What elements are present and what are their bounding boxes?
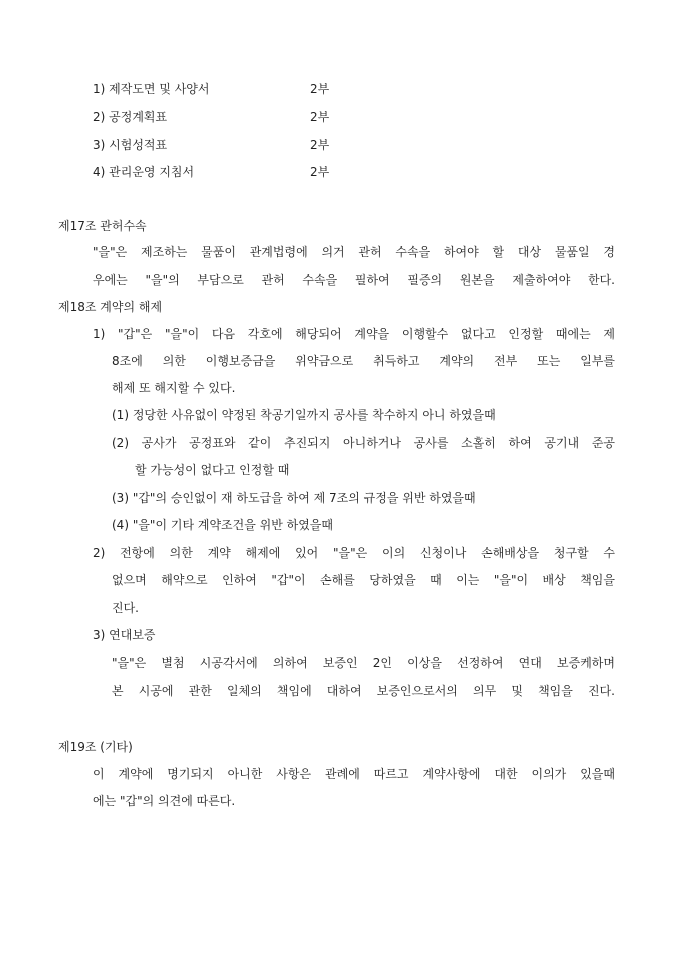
list-item	[93, 108, 353, 124]
clause-line: 2) 전항에 의한 계약 해제에 있어 "을"은 이의 신청이나 손해배상을 청구할 수	[93, 546, 615, 560]
article-heading: 제19조 (기타)	[58, 740, 133, 754]
document-quantity: 2부	[310, 165, 330, 179]
paragraph-line: 에는 "갑"의 의견에 따른다.	[93, 794, 236, 808]
clause-title: 3) 연대보증	[93, 628, 156, 642]
document-quantity: 2부	[310, 138, 330, 152]
list-item	[93, 80, 353, 96]
paragraph-line: "을"은 제조하는 물품이 관계법령에 의거 관허 수속을 하여야 할 대상 물품일 경	[93, 245, 615, 259]
document-quantity: 2부	[310, 110, 330, 124]
list-item	[93, 163, 353, 179]
clause-line: 본 시공에 관한 일체의 책임에 대하여 보증인으로서의 의무 및 책임을 진다.	[112, 684, 615, 698]
document-label: 4) 관리운영 지침서	[93, 165, 195, 179]
document-label: 3) 시험성적표	[93, 138, 168, 152]
article-heading: 제18조 계약의 해제	[58, 300, 163, 314]
clause-line: 해제 또 해지할 수 있다.	[112, 381, 236, 395]
sub-clause: (4) "을"이 기타 계약조건을 위반 하였을때	[112, 518, 333, 532]
clause-line: 진다.	[112, 601, 139, 615]
sub-clause: (3) "갑"의 승인없이 재 하도급을 하여 제 7조의 규정을 위반 하였을때	[112, 491, 476, 505]
list-item	[93, 136, 353, 152]
paragraph-line: 이 계약에 명기되지 아니한 사항은 관례에 따르고 계약사항에 대한 이의가 있을때	[93, 767, 615, 781]
clause-line: 1) "갑"은 "을"이 다음 각호에 해당되어 계약을 이행할수 없다고 인정할 때에는 제	[93, 327, 615, 341]
clause-line: 8조에 의한 이행보증금을 위약금으로 취득하고 계약의 전부 또는 일부를	[112, 354, 615, 368]
article-heading: 제17조 관허수속	[58, 219, 147, 233]
document-label: 1) 제작도면 및 사양서	[93, 82, 210, 96]
document-label: 2) 공정계획표	[93, 110, 168, 124]
sub-clause: (2) 공사가 공정표와 같이 추진되지 아니하거나 공사를 소홀히 하여 공기내 준공	[112, 436, 615, 450]
clause-line: 없으며 해약으로 인하여 "갑"이 손해를 당하였을 때 이는 "을"이 배상 책임을	[112, 573, 615, 587]
paragraph-line: 우에는 "을"의 부담으로 관허 수속을 필하여 필증의 원본을 제출하여야 한다.	[93, 273, 615, 287]
document-quantity: 2부	[310, 82, 330, 96]
clause-line: "을"은 별첨 시공각서에 의하여 보증인 2인 이상을 선정하여 연대 보증케하며	[112, 656, 615, 670]
sub-clause: (1) 정당한 사유없이 약정된 착공기일까지 공사를 착수하지 아니 하였을때	[112, 408, 496, 422]
sub-clause-continuation: 할 가능성이 없다고 인정할 때	[135, 463, 290, 477]
